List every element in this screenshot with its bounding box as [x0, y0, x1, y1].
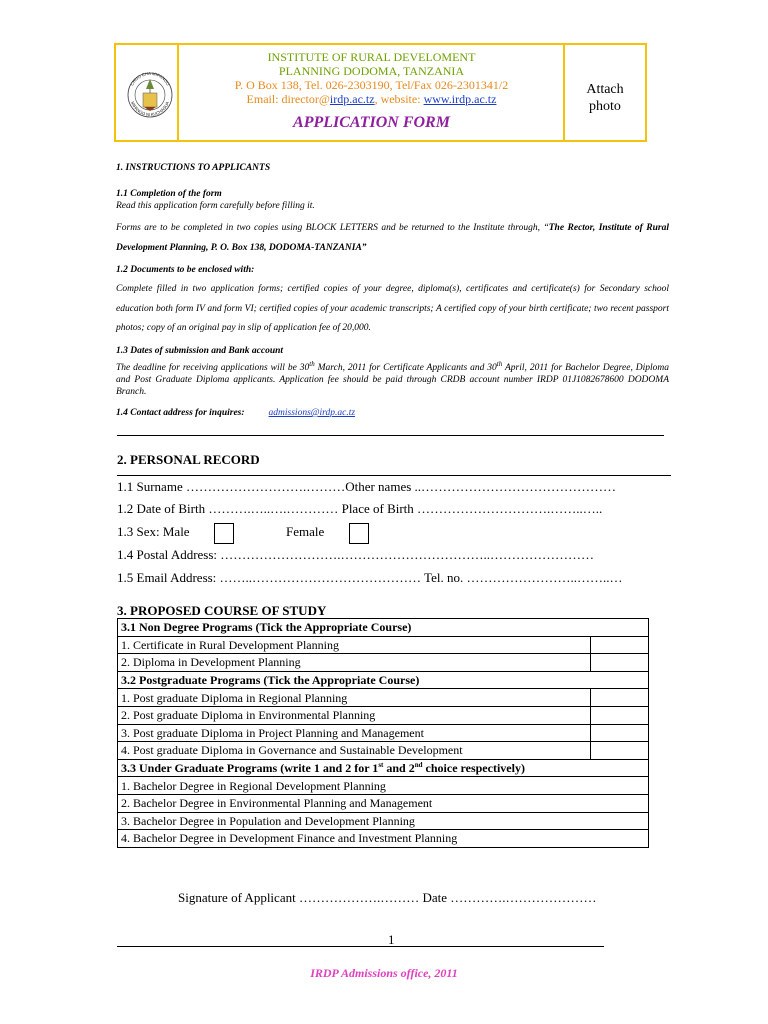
institute-name: INSTITUTE OF RURAL DEVELOMENT: [267, 50, 476, 64]
page-number: 1: [388, 932, 395, 947]
section-1-1-line1: Read this application form carefully before filling it.: [116, 201, 315, 211]
section-1-4: [116, 407, 669, 419]
institute-logo: [124, 49, 176, 137]
form-title: APPLICATION FORM: [293, 114, 450, 131]
email-label: Email: director@: [246, 92, 330, 106]
table-row: [118, 706, 649, 724]
course-heading: 3. PROPOSED COURSE OF STUDY: [117, 603, 327, 618]
instructions-heading: 1. INSTRUCTIONS TO APPLICANTS: [116, 163, 271, 173]
s33-heading-a: 3.3 Under Graduate Programs (write 1 and 2 for 1: [121, 761, 379, 776]
table-row: [118, 671, 649, 689]
section-divider: [117, 475, 671, 476]
section-3-3-heading: [118, 759, 649, 777]
section-1-1-line2b: The Rector, Institute of Rural Development Planning, P. O. Box 138, DODOMA-TANZANIA”: [116, 223, 669, 253]
tick-cell[interactable]: [591, 742, 649, 760]
dob-field[interactable]: 1.2 Date of Birth ……….…..….………… Place of Birth ………………………….……..…..: [117, 501, 603, 516]
table-row: [118, 777, 649, 795]
course-label[interactable]: 2. Bachelor Degree in Environmental Planning and Management: [118, 794, 649, 812]
attach-photo-box: [565, 81, 645, 115]
attach-label: Attach: [586, 82, 624, 97]
institute-place: PLANNING DODOMA, TANZANIA: [278, 64, 465, 78]
s13-text-c: April, 2011 for Bachelor Degree, Diploma and Post Graduate Diploma applicants. Application fee should be paid through CRDB account number IRDP 01J1082678600 DODOMA Branch.: [116, 363, 669, 397]
table-row: [118, 794, 649, 812]
sex-label: 1.3 Sex: Male: [117, 524, 190, 539]
course-label: 1. Post graduate Diploma in Regional Planning: [118, 689, 591, 707]
table-row: [118, 830, 649, 848]
table-row: [118, 724, 649, 742]
s33-sup-2: nd: [414, 761, 423, 770]
course-table: [117, 618, 649, 848]
table-row: [118, 689, 649, 707]
postal-address-field[interactable]: 1.4 Postal Address: ……………………….……………………………..……………………: [117, 547, 595, 562]
tick-cell[interactable]: [591, 689, 649, 707]
s13-text-b: March, 2011 for Certificate Applicants and 30: [314, 363, 497, 373]
section-1-3-heading: 1.3 Dates of submission and Bank account: [116, 346, 284, 356]
section-1-3-text: [116, 359, 669, 398]
website-link[interactable]: www.irdp.ac.tz: [423, 92, 497, 106]
s13-sup-2: th: [496, 359, 503, 368]
course-label: 3. Post graduate Diploma in Project Planning and Management: [118, 724, 591, 742]
form-header: [114, 43, 647, 142]
course-label[interactable]: 1. Bachelor Degree in Regional Development Planning: [118, 777, 649, 795]
email-address-field[interactable]: 1.5 Email Address: ……..………………………………… Tel. no. ……………………..……..…: [117, 570, 623, 585]
institute-contacts: [180, 92, 563, 106]
section-1-1-heading: 1.1 Completion of the form: [116, 189, 222, 199]
tick-cell[interactable]: [591, 654, 649, 672]
tick-cell[interactable]: [591, 636, 649, 654]
s13-text-a: The deadline for receiving applications will be 30: [116, 363, 310, 373]
s33-sup-1: st: [378, 761, 384, 770]
contact-label: 1.4 Contact address for inquires:: [116, 408, 245, 418]
email-domain-link[interactable]: irdp.ac.tz: [329, 92, 375, 106]
s33-heading-b: and 2: [383, 761, 415, 776]
section-divider: [117, 435, 664, 436]
table-row: [118, 742, 649, 760]
section-3-1-heading: 3.1 Non Degree Programs (Tick the Appropriate Course): [118, 619, 649, 637]
logo-motto-top: CHUO CHA MIPANGO: [129, 70, 171, 87]
table-row: [118, 619, 649, 637]
table-row: [118, 759, 649, 777]
course-label: 2. Post graduate Diploma in Environmental Planning: [118, 706, 591, 724]
course-label: 4. Post graduate Diploma in Governance and Sustainable Development: [118, 742, 591, 760]
s33-heading-c: choice respectively): [422, 761, 525, 776]
logo-motto-bottom: MIPANGO NI KUCHAGUA: [130, 100, 170, 118]
surname-field[interactable]: 1.1 Surname ……………………….………Other names ..………………………………………: [117, 479, 617, 494]
section-1-2-text: Complete filled in two application forms; certified copies of your degree, diploma(s), certificates and certificate(s) for Secondary school education both form IV and form VI; certified copies of your academic transcripts; A certified copy of your birth certificate; two recent passport photos; copy of an original pay in slip of application fee of 20,000.: [116, 284, 669, 333]
course-label[interactable]: 3. Bachelor Degree in Population and Development Planning: [118, 812, 649, 830]
s13-sup-1: th: [309, 359, 315, 368]
tick-cell[interactable]: [591, 724, 649, 742]
website-label: , website:: [374, 92, 424, 106]
personal-record-heading: 2. PERSONAL RECORD: [117, 452, 260, 467]
footer-office: IRDP Admissions office, 2011: [310, 966, 458, 980]
signature-date-line[interactable]: Signature of Applicant ……………….……… Date ………….…………………: [178, 890, 597, 905]
course-label: 1. Certificate in Rural Development Planning: [118, 636, 591, 654]
section-1-1-line2a: Forms are to be completed in two copies using BLOCK LETTERS and be returned to the Institute through, “: [116, 223, 549, 233]
female-label: Female: [286, 524, 325, 539]
header-divider: [177, 45, 179, 140]
section-3-2-heading: 3.2 Postgraduate Programs (Tick the Appropriate Course): [118, 671, 649, 689]
course-label[interactable]: 4. Bachelor Degree in Development Finance and Investment Planning: [118, 830, 649, 848]
section-1-2-heading: 1.2 Documents to be enclosed with:: [116, 265, 255, 275]
institute-address: P. O Box 138, Tel. 026-2303190, Tel/Fax 026-2301341/2: [234, 78, 509, 92]
table-row: [118, 812, 649, 830]
footer-rule: [117, 946, 604, 947]
sex-male-checkbox[interactable]: [214, 523, 234, 544]
course-label: 2. Diploma in Development Planning: [118, 654, 591, 672]
table-row: [118, 654, 649, 672]
table-row: [118, 636, 649, 654]
sex-female-checkbox[interactable]: [349, 523, 369, 544]
tick-cell[interactable]: [591, 706, 649, 724]
photo-label: photo: [589, 99, 621, 114]
contact-email-link[interactable]: admissions@irdp.ac.tz: [268, 408, 356, 418]
section-1-1-text: [116, 218, 669, 258]
